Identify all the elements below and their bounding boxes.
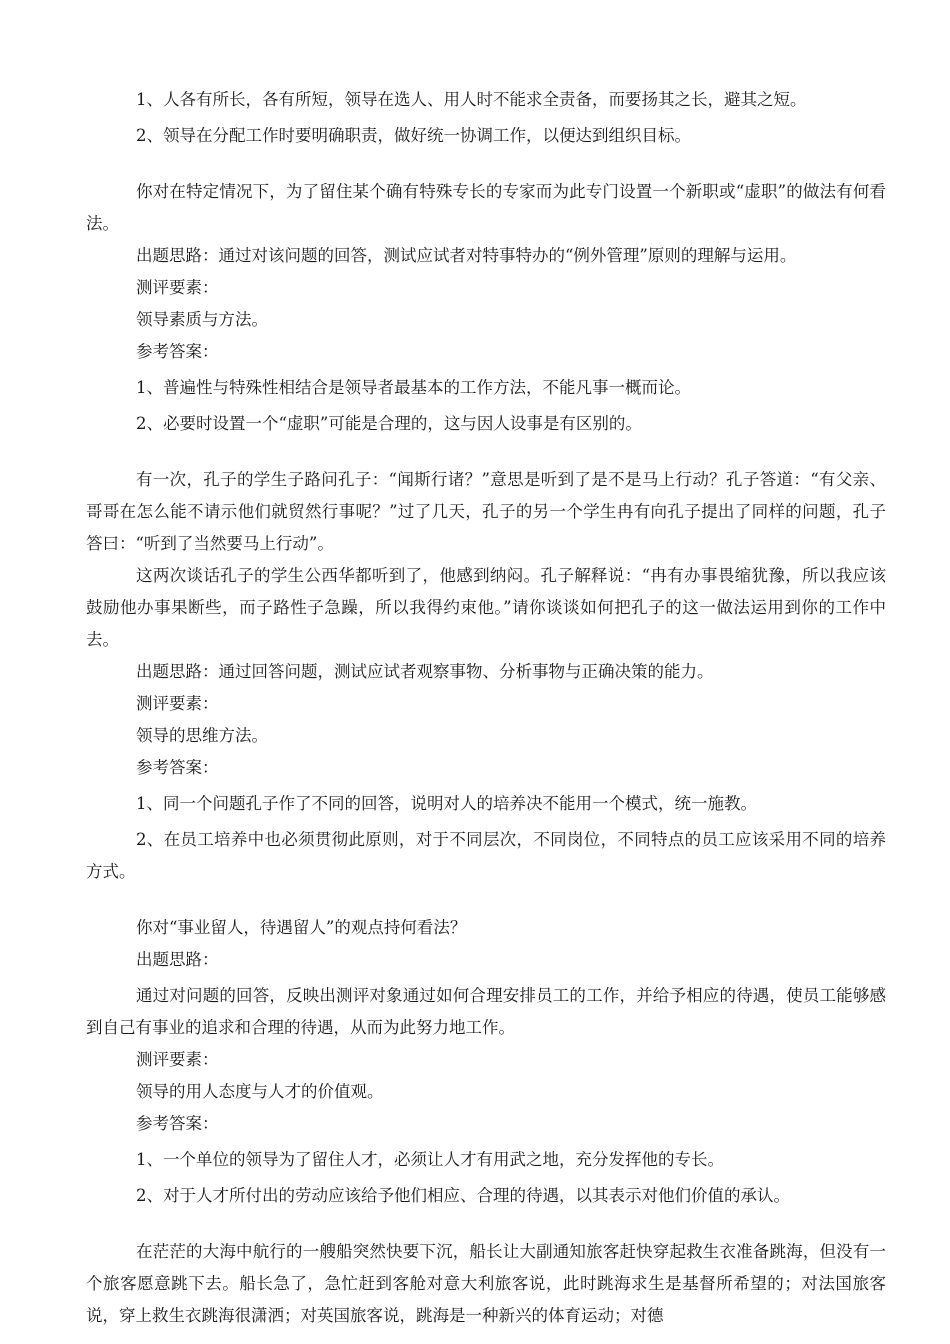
document-page	[86, 84, 886, 1332]
evaluation-label: 测评要素：	[136, 278, 219, 297]
question-paragraph-continued: 这两次谈话孔子的学生公西华都听到了，他感到纳闷。孔子解释说：“冉有办事畏缩犹豫，所以我应该鼓励他办事果断些，而子路性子急躁，所以我得约束他。”请你谈谈如何把孔子的这一做法运用到你的工作中去。	[86, 566, 886, 649]
evaluation-content: 领导的思维方法。	[136, 726, 268, 745]
question-paragraph: 你对在特定情况下，为了留住某个确有特殊专长的专家而为此专门设置一个新职或“虚职”的做法有何看法。	[86, 182, 886, 233]
evaluation-content: 领导的用人态度与人才的价值观。	[136, 1082, 384, 1101]
paragraph-answer-1: 1、人各有所长，各有所短，领导在选人、用人时不能求全责备，而要扬其之长，避其之短。	[136, 90, 807, 109]
paragraph-answer-2: 2、对于人才所付出的劳动应该给予他们相应、合理的待遇，以其表示对他们价值的承认。	[136, 1186, 790, 1205]
question-rationale: 出题思路：通过回答问题，测试应试者观察事物、分析事物与正确决策的能力。	[136, 662, 714, 681]
question-paragraph: 有一次，孔子的学生子路问孔子：“闻斯行诸？”意思是听到了是不是马上行动？孔子答道：“有父亲、哥哥在怎么能不请示他们就贸然行事呢？”过了几天，孔子的另一个学生冉有向孔子提出了同样的问题，孔子答曰：“听到了当然要马上行动”。	[86, 470, 886, 553]
paragraph-answer-1: 1、一个单位的领导为了留住人才，必须让人才有用武之地，充分发挥他的专长。	[136, 1150, 724, 1169]
question-paragraph: 你对“事业留人，待遇留人”的观点持何看法？	[136, 918, 467, 937]
paragraph-answer-1: 1、同一个问题孔子作了不同的回答，说明对人的培养决不能用一个模式，统一施教。	[136, 794, 757, 813]
reference-answer-label: 参考答案：	[136, 1114, 219, 1133]
question-rationale: 通过对问题的回答，反映出测评对象通过如何合理安排员工的工作，并给予相应的待遇，使员工能够感到自己有事业的追求和合理的待遇，从而为此努力地工作。	[86, 986, 886, 1037]
paragraph-answer-2: 2、领导在分配工作时要明确职责，做好统一协调工作，以便达到组织目标。	[136, 126, 691, 145]
paragraph-answer-1: 1、普遍性与特殊性相结合是领导者最基本的工作方法，不能凡事一概而论。	[136, 378, 691, 397]
story-paragraph: 在茫茫的大海中航行的一艘船突然快要下沉，船长让大副通知旅客赶快穿起救生衣准备跳海，但没有一个旅客愿意跳下去。船长急了，急忙赶到客舱对意大利旅客说，此时跳海求生是基督所希望的；对法国旅客说，穿上救生衣跳海很潇洒；对英国旅客说，跳海是一种新兴的体育运动；对德	[86, 1242, 886, 1325]
question-rationale: 出题思路：通过对该问题的回答，测试应试者对特事特办的“例外管理”原则的理解与运用。	[136, 246, 797, 265]
evaluation-content: 领导素质与方法。	[136, 310, 268, 329]
evaluation-label: 测评要素：	[136, 1050, 219, 1069]
reference-answer-label: 参考答案：	[136, 342, 219, 361]
paragraph-answer-2: 2、必要时设置一个“虚职”可能是合理的，这与因人设事是有区别的。	[136, 414, 642, 433]
question-rationale-label: 出题思路：	[136, 950, 219, 969]
evaluation-label: 测评要素：	[136, 694, 219, 713]
reference-answer-label: 参考答案：	[136, 758, 219, 777]
paragraph-answer-2: 2、在员工培养中也必须贯彻此原则，对于不同层次，不同岗位，不同特点的员工应该采用不同的培养方式。	[86, 830, 886, 881]
